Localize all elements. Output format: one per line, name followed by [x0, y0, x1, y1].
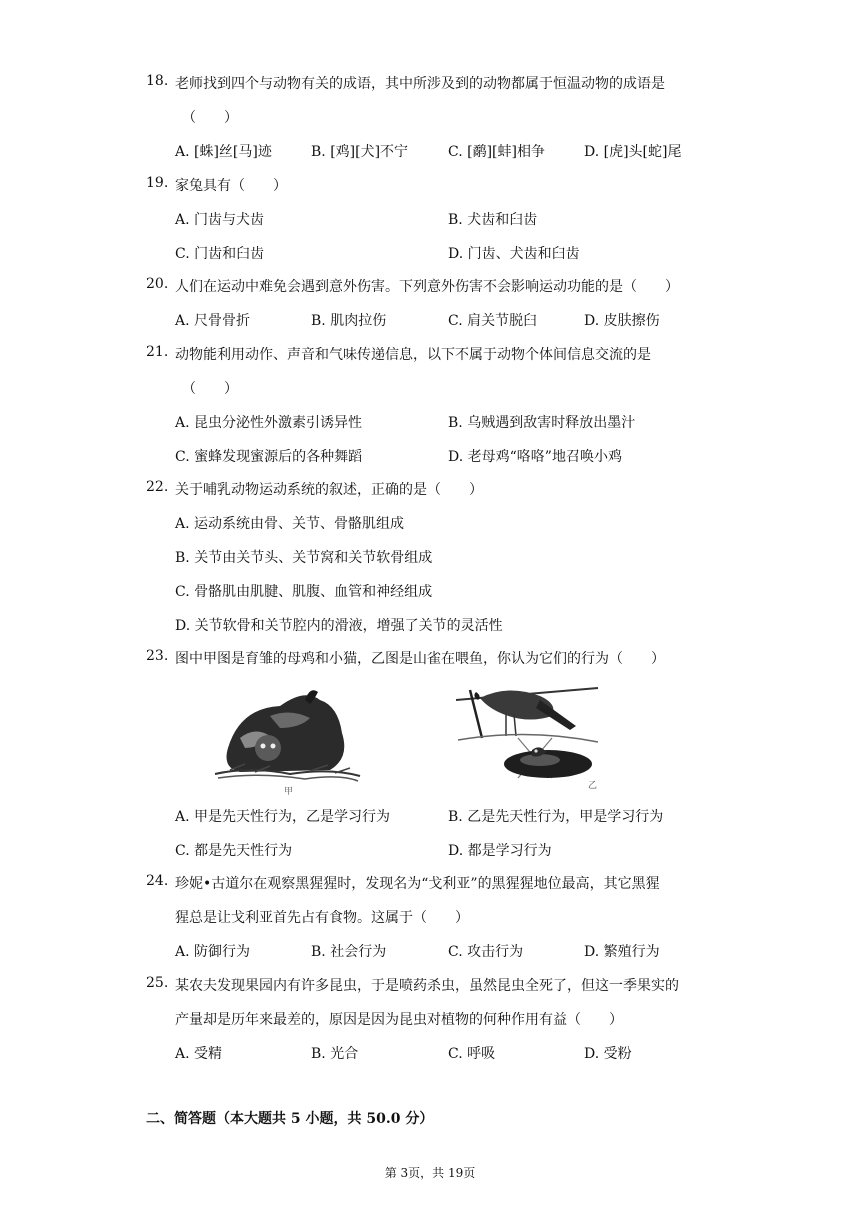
question-stem: 图中甲图是育雏的母鸡和小猫，乙图是山雀在喂鱼，你认为它们的行为（ ） — [175, 651, 665, 667]
option-c: C. 呼吸 — [448, 1046, 496, 1062]
option-d: D. 关节软骨和关节腔内的滑液，增强了关节的灵活性 — [175, 618, 503, 634]
option-a: A. 防御行为 — [175, 944, 251, 960]
question-stem: 老师找到四个与动物有关的成语，其中所涉及到的动物都属于恒温动物的成语是 — [175, 76, 665, 92]
option-d: D. 繁殖行为 — [584, 944, 660, 960]
answer-bracket: （ ） — [182, 381, 238, 397]
question-stem: 关于哺乳动物运动系统的叙述，正确的是（ ） — [175, 482, 483, 498]
figure-caption-jia: 甲 — [284, 787, 294, 797]
question-stem: 珍妮•古道尔在观察黑猩猩时，发现名为“戈利亚”的黑猩猩地位最高，其它黑猩 — [175, 876, 660, 892]
option-b: B. 乙是先天性行为，甲是学习行为 — [448, 809, 664, 825]
question-stem: 人们在运动中难免会遇到意外伤害。下列意外伤害不会影响运动功能的是（ ） — [175, 279, 679, 295]
option-a: A. 昆虫分泌性外激素引诱异性 — [175, 415, 363, 431]
question-number: 25. — [146, 975, 169, 991]
bird-feeding-fish-figure — [448, 680, 608, 791]
option-c: C. 攻击行为 — [448, 944, 524, 960]
option-b: B. 乌贼遇到敌害时释放出墨汁 — [448, 415, 636, 431]
question-stem: 家兔具有（ ） — [175, 178, 287, 194]
question-stem: 某农夫发现果园内有许多昆虫，于是喷药杀虫，虽然昆虫全死了，但这一季果实的 — [175, 978, 679, 994]
figure-caption-yi: 乙 — [588, 781, 598, 791]
option-d: D. 老母鸡“咯咯”地召唤小鸡 — [448, 449, 622, 465]
question-stem: 动物能利用动作、声音和气味传递信息，以下不属于动物个体间信息交流的是 — [175, 347, 651, 363]
option-b: B. 犬齿和臼齿 — [448, 212, 538, 228]
option-a: A. 甲是先天性行为，乙是学习行为 — [175, 809, 391, 825]
option-a: A. 受精 — [175, 1046, 223, 1062]
option-a: A. 门齿与犬齿 — [175, 212, 265, 228]
option-d: D. [虎]头[蛇]尾 — [584, 144, 682, 160]
option-d: D. 门齿、犬齿和臼齿 — [448, 246, 580, 262]
option-b: B. [鸡][犬]不宁 — [311, 144, 409, 160]
option-c: C. 蜜蜂发现蜜源后的各种舞蹈 — [175, 449, 363, 465]
question-number: 23. — [146, 648, 169, 664]
option-d: D. 皮肤擦伤 — [584, 313, 660, 329]
option-b: B. 光合 — [311, 1046, 359, 1062]
hen-and-kitten-illustration — [210, 678, 365, 788]
hen-and-kitten-figure — [210, 678, 365, 797]
option-b: B. 关节由关节头、关节窝和关节软骨组成 — [175, 550, 433, 566]
question-stem-continued: 猩总是让戈利亚首先占有食物。这属于（ ） — [175, 910, 469, 926]
question-number: 22. — [146, 479, 169, 495]
question-number: 20. — [146, 276, 169, 292]
section-title: 二、简答题（本大题共 5 小题，共 50.0 分） — [146, 1111, 434, 1127]
option-a: A. 尺骨骨折 — [175, 313, 251, 329]
question-stem-continued: 产量却是历年来最差的，原因是因为昆虫对植物的何种作用有益（ ） — [175, 1012, 623, 1028]
answer-bracket: （ ） — [182, 110, 238, 126]
option-c: C. 门齿和臼齿 — [175, 246, 265, 262]
option-c: C. 骨骼肌由肌腱、肌腹、血管和神经组成 — [175, 584, 433, 600]
option-a: A. [蛛]丝[马]迹 — [175, 144, 272, 160]
bird-feeding-fish-illustration — [448, 680, 608, 788]
option-b: B. 社会行为 — [311, 944, 387, 960]
question-number: 18. — [146, 73, 169, 89]
option-d: D. 受粉 — [584, 1046, 632, 1062]
option-d: D. 都是学习行为 — [448, 843, 552, 859]
option-b: B. 肌肉拉伤 — [311, 313, 387, 329]
question-number: 19. — [146, 175, 169, 191]
option-a: A. 运动系统由骨、关节、骨骼肌组成 — [175, 516, 405, 532]
question-number: 24. — [146, 873, 169, 889]
option-c: C. [鹬][蚌]相争 — [448, 144, 545, 160]
option-c: C. 都是先天性行为 — [175, 843, 293, 859]
question-number: 21. — [146, 344, 169, 360]
page-number: 第 3页，共 19页 — [384, 1166, 476, 1180]
option-c: C. 肩关节脱臼 — [448, 313, 538, 329]
